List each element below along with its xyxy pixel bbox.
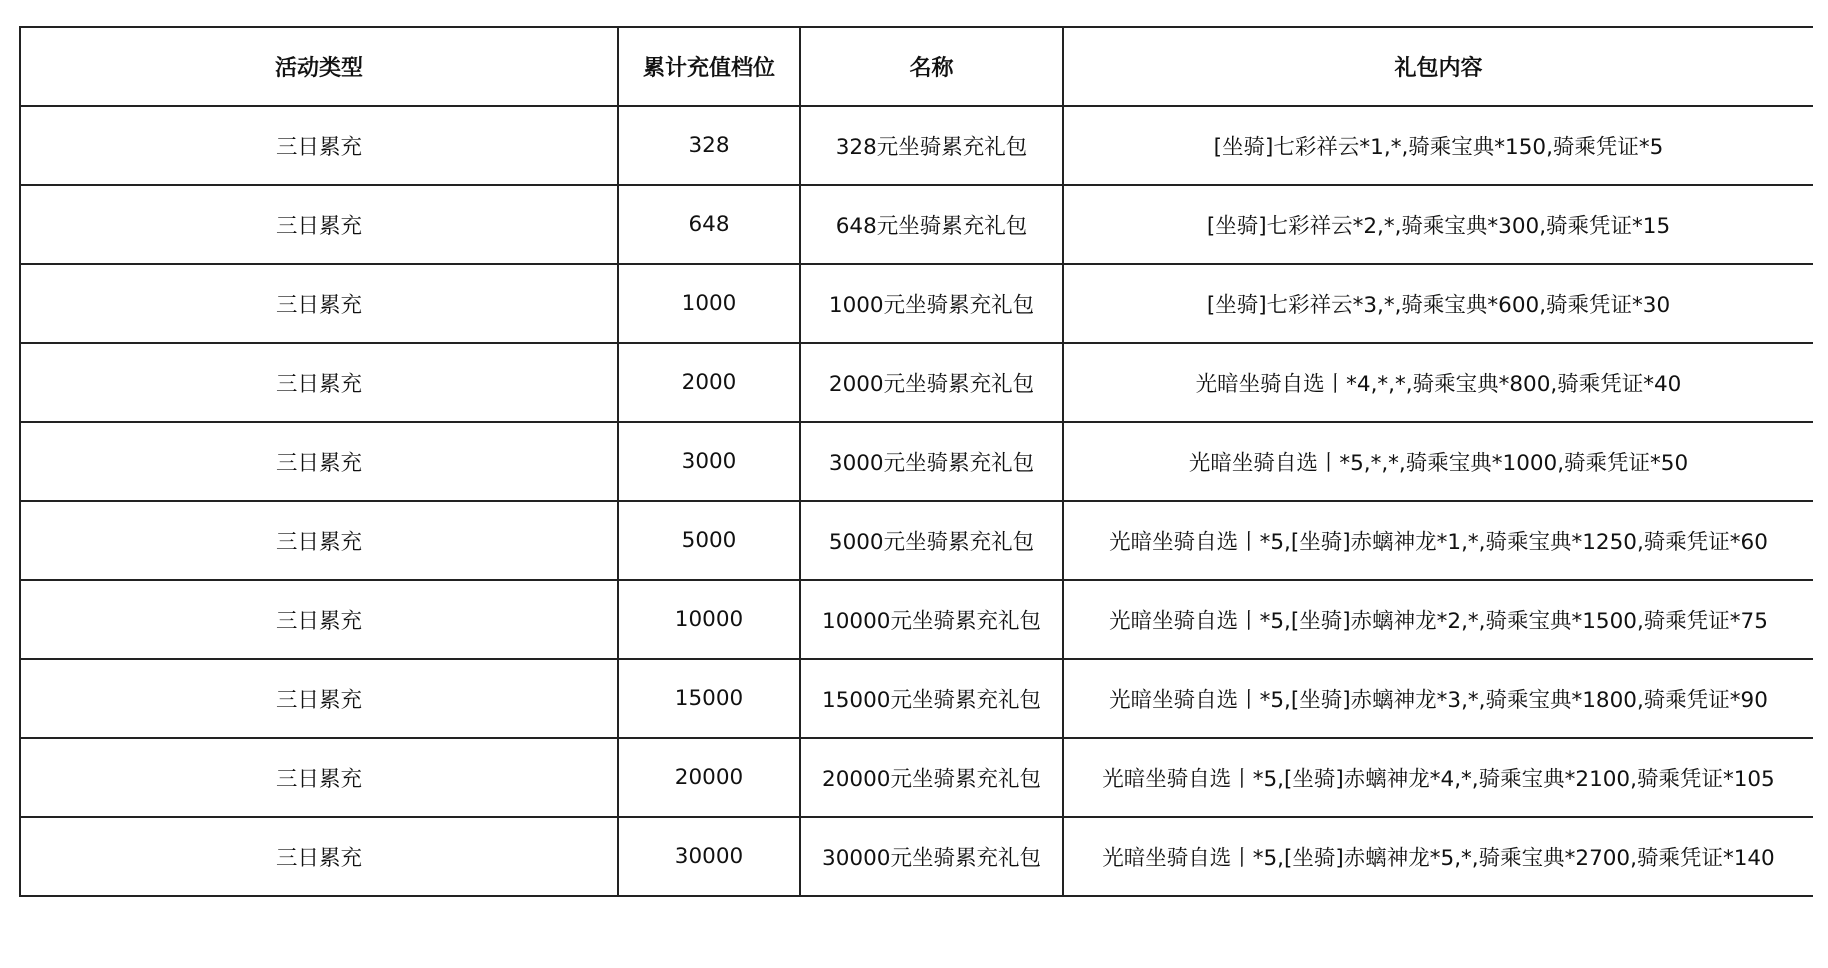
cell-pack-name: 328元坐骑累充礼包 [800, 106, 1063, 185]
table-header-row [20, 27, 1813, 106]
cell-pack-name: 10000元坐骑累充礼包 [800, 580, 1063, 659]
table-row [20, 501, 1813, 580]
cell-activity-type: 三日累充 [20, 501, 618, 580]
table-row [20, 817, 1813, 896]
cell-activity-type: 三日累充 [20, 343, 618, 422]
table-row [20, 264, 1813, 343]
gift-pack-table [19, 26, 1813, 897]
cell-recharge-tier: 30000 [618, 817, 800, 896]
header-pack-name: 名称 [800, 27, 1063, 106]
cell-pack-content: 光暗坐骑自选丨*5,[坐骑]赤螭神龙*5,*,骑乘宝典*2700,骑乘凭证*140 [1063, 817, 1813, 896]
cell-pack-content: 光暗坐骑自选丨*5,*,*,骑乘宝典*1000,骑乘凭证*50 [1063, 422, 1813, 501]
cell-recharge-tier: 3000 [618, 422, 800, 501]
cell-activity-type: 三日累充 [20, 659, 618, 738]
header-pack-content: 礼包内容 [1063, 27, 1813, 106]
cell-recharge-tier: 328 [618, 106, 800, 185]
cell-pack-content: 光暗坐骑自选丨*5,[坐骑]赤螭神龙*1,*,骑乘宝典*1250,骑乘凭证*60 [1063, 501, 1813, 580]
table-row [20, 185, 1813, 264]
header-activity-type: 活动类型 [20, 27, 618, 106]
table-row [20, 343, 1813, 422]
cell-activity-type: 三日累充 [20, 185, 618, 264]
cell-activity-type: 三日累充 [20, 422, 618, 501]
cell-pack-name: 648元坐骑累充礼包 [800, 185, 1063, 264]
cell-activity-type: 三日累充 [20, 106, 618, 185]
cell-pack-content: [坐骑]七彩祥云*3,*,骑乘宝典*600,骑乘凭证*30 [1063, 264, 1813, 343]
header-recharge-tier: 累计充值档位 [618, 27, 800, 106]
cell-pack-name: 15000元坐骑累充礼包 [800, 659, 1063, 738]
table-row [20, 106, 1813, 185]
cell-recharge-tier: 5000 [618, 501, 800, 580]
cell-pack-name: 2000元坐骑累充礼包 [800, 343, 1063, 422]
cell-recharge-tier: 15000 [618, 659, 800, 738]
cell-pack-content: [坐骑]七彩祥云*1,*,骑乘宝典*150,骑乘凭证*5 [1063, 106, 1813, 185]
cell-pack-content: 光暗坐骑自选丨*5,[坐骑]赤螭神龙*2,*,骑乘宝典*1500,骑乘凭证*75 [1063, 580, 1813, 659]
cell-pack-content: [坐骑]七彩祥云*2,*,骑乘宝典*300,骑乘凭证*15 [1063, 185, 1813, 264]
table-row [20, 422, 1813, 501]
cell-pack-content: 光暗坐骑自选丨*5,[坐骑]赤螭神龙*3,*,骑乘宝典*1800,骑乘凭证*90 [1063, 659, 1813, 738]
gift-pack-table-container [19, 26, 1813, 897]
cell-activity-type: 三日累充 [20, 817, 618, 896]
cell-recharge-tier: 20000 [618, 738, 800, 817]
cell-activity-type: 三日累充 [20, 580, 618, 659]
cell-recharge-tier: 10000 [618, 580, 800, 659]
cell-recharge-tier: 2000 [618, 343, 800, 422]
cell-pack-name: 1000元坐骑累充礼包 [800, 264, 1063, 343]
table-row [20, 659, 1813, 738]
table-row [20, 738, 1813, 817]
cell-pack-name: 3000元坐骑累充礼包 [800, 422, 1063, 501]
cell-pack-content: 光暗坐骑自选丨*4,*,*,骑乘宝典*800,骑乘凭证*40 [1063, 343, 1813, 422]
cell-pack-name: 30000元坐骑累充礼包 [800, 817, 1063, 896]
cell-activity-type: 三日累充 [20, 738, 618, 817]
cell-recharge-tier: 1000 [618, 264, 800, 343]
table-row [20, 580, 1813, 659]
cell-activity-type: 三日累充 [20, 264, 618, 343]
cell-pack-content: 光暗坐骑自选丨*5,[坐骑]赤螭神龙*4,*,骑乘宝典*2100,骑乘凭证*105 [1063, 738, 1813, 817]
cell-pack-name: 20000元坐骑累充礼包 [800, 738, 1063, 817]
cell-recharge-tier: 648 [618, 185, 800, 264]
cell-pack-name: 5000元坐骑累充礼包 [800, 501, 1063, 580]
